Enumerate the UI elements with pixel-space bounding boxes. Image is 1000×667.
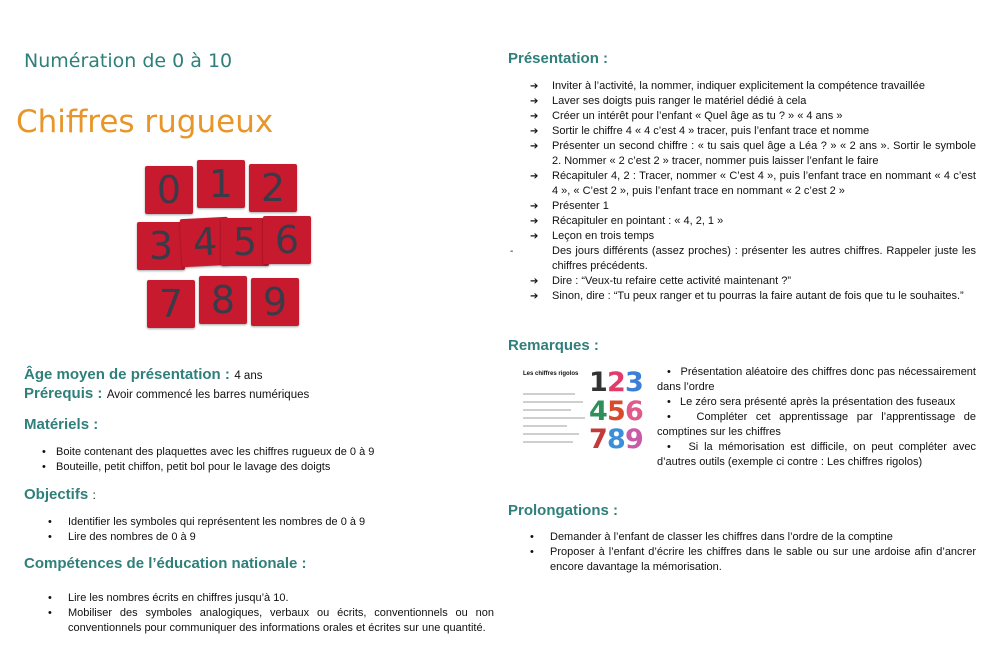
objectifs-heading: Objectifs xyxy=(24,486,89,503)
list-item: ➔ Créer un intérêt pour l’enfant « Quel âge as tu ? » « 4 ans » xyxy=(530,109,976,124)
tile-7: 7 xyxy=(147,280,195,328)
list-item: ➔ Sortir le chiffre 4 « 4 c’est 4 » tracer, puis l’enfant trace et nomme xyxy=(530,124,976,139)
list-item: • Demander à l’enfant de classer les chiffres dans l’ordre de la comptine xyxy=(530,530,976,545)
digit-8: 8 xyxy=(607,424,626,455)
list-item: • Présentation aléatoire des chiffres donc pas nécessairement dans l’ordre xyxy=(657,366,976,393)
bullet-icon: • xyxy=(667,366,681,378)
digit-4: 4 xyxy=(589,396,608,427)
tile-6: 6 xyxy=(263,216,311,264)
page-title: Chiffres rugueux xyxy=(16,104,274,140)
presentation-heading: Présentation : xyxy=(508,50,609,67)
remarques-list xyxy=(657,365,976,470)
digit-5: 5 xyxy=(607,396,626,427)
list-item: • Boite contenant des plaquettes avec les chiffres rugueux de 0 à 9 xyxy=(42,445,502,460)
tile-3: 3 xyxy=(137,222,185,270)
tile-1: 1 xyxy=(197,160,245,208)
list-item: - Des jours différents (assez proches) : présenter les autres chiffres. Rappeler juste les chiffres précédents. xyxy=(530,244,976,274)
list-item: • Lire les nombres écrits en chiffres jusqu’à 10. xyxy=(48,591,494,606)
materiels-list xyxy=(42,445,502,475)
prereq-line xyxy=(24,385,309,403)
materiels-heading: Matériels : xyxy=(24,416,99,433)
objectifs-list xyxy=(48,515,508,545)
bullet-icon: • xyxy=(667,411,697,423)
digit-3: 3 xyxy=(625,367,644,398)
tile-9: 9 xyxy=(251,278,299,326)
digit-7: 7 xyxy=(589,424,608,455)
digit-9: 9 xyxy=(625,424,644,455)
list-item: ➔ Présenter un second chiffre : « tu sais quel âge a Léa ? » « 2 ans ». Sortir le symbole 2. Nommer « 2 c’est 2 » tracer, nommer puis laisser l’enfant le faire xyxy=(530,139,976,169)
list-item: • Bouteille, petit chiffon, petit bol pour le lavage des doigts xyxy=(42,460,502,475)
bullet-icon: • xyxy=(667,396,681,408)
prolongations-list xyxy=(530,530,976,575)
sandpaper-numbers-image xyxy=(135,158,315,336)
prereq-value: Avoir commencé les barres numériques xyxy=(106,389,310,401)
prolongations-heading: Prolongations : xyxy=(508,502,618,519)
objectifs-colon: : xyxy=(92,490,96,502)
tile-2: 2 xyxy=(249,164,297,212)
list-item: ➔ Présenter 1 xyxy=(530,199,976,214)
list-item: • Lire des nombres de 0 à 9 xyxy=(48,530,508,545)
list-item: ➔ Récapituler 4, 2 : Tracer, nommer « C’est 4 », puis l’enfant trace en nommant « 4 c’est 4 », « C’est 2 », puis l’enfant trace en nommant « 2 c’est 2 » xyxy=(530,169,976,199)
digit-1: 1 xyxy=(589,367,608,398)
list-item: ➔ Inviter à l’activité, la nommer, indiquer explicitement la compétence travaillée xyxy=(530,79,976,94)
age-value: 4 ans xyxy=(234,370,263,382)
list-item: ➔ Récapituler en pointant : « 4, 2, 1 » xyxy=(530,214,976,229)
bullet-icon: • xyxy=(667,441,689,453)
presentation-list xyxy=(530,79,976,304)
competences-list xyxy=(48,591,494,636)
list-item: • Compléter cet apprentissage par l’apprentissage de comptines sur les chiffres xyxy=(657,411,976,438)
list-item: • Proposer à l’enfant d’écrire les chiffres dans le sable ou sur une ardoise afin d’ancrer encore davantage la mémorisation. xyxy=(530,545,976,575)
competences-heading: Compétences de l’éducation nationale : xyxy=(24,555,307,572)
list-item: ➔ Leçon en trois temps xyxy=(530,229,976,244)
digit-2: 2 xyxy=(607,367,626,398)
age-line xyxy=(24,366,262,384)
prereq-label: Prérequis : xyxy=(24,385,103,402)
list-item: • Mobiliser des symboles analogiques, verbaux ou écrits, conventionnels ou non conventionnels pour communiquer des informations orales et écrites sur une quantité. xyxy=(48,606,494,636)
age-label: Âge moyen de présentation : xyxy=(24,366,230,383)
objectifs-heading-line xyxy=(24,486,96,504)
list-item: • Identifier les symboles qui représentent les nombres de 0 à 9 xyxy=(48,515,508,530)
list-item: • Si la mémorisation est difficile, on peut compléter avec d’autres outils (exemple ci contre : Les chiffres rigolos) xyxy=(657,441,976,468)
tile-4: 4 xyxy=(180,217,230,267)
chiffres-rigolos-title: Les chiffres rigolos xyxy=(523,371,579,377)
list-item: ➔ Sinon, dire : “Tu peux ranger et tu pourras la faire autant de fois que tu le souhaites.” xyxy=(530,289,976,304)
list-item: ➔ Laver ses doigts puis ranger le matériel dédié à cela xyxy=(530,94,976,109)
list-item: • Le zéro sera présenté après la présentation des fuseaux xyxy=(667,396,956,408)
tile-8: 8 xyxy=(199,276,247,324)
subtitle: Numération de 0 à 10 xyxy=(24,50,233,72)
tile-5: 5 xyxy=(221,218,269,266)
chiffres-rigolos-image xyxy=(517,367,647,455)
tile-0: 0 xyxy=(145,166,193,214)
remarques-heading: Remarques : xyxy=(508,337,599,354)
digit-6: 6 xyxy=(625,396,644,427)
list-item: ➔ Dire : “Veux-tu refaire cette activité maintenant ?” xyxy=(530,274,976,289)
